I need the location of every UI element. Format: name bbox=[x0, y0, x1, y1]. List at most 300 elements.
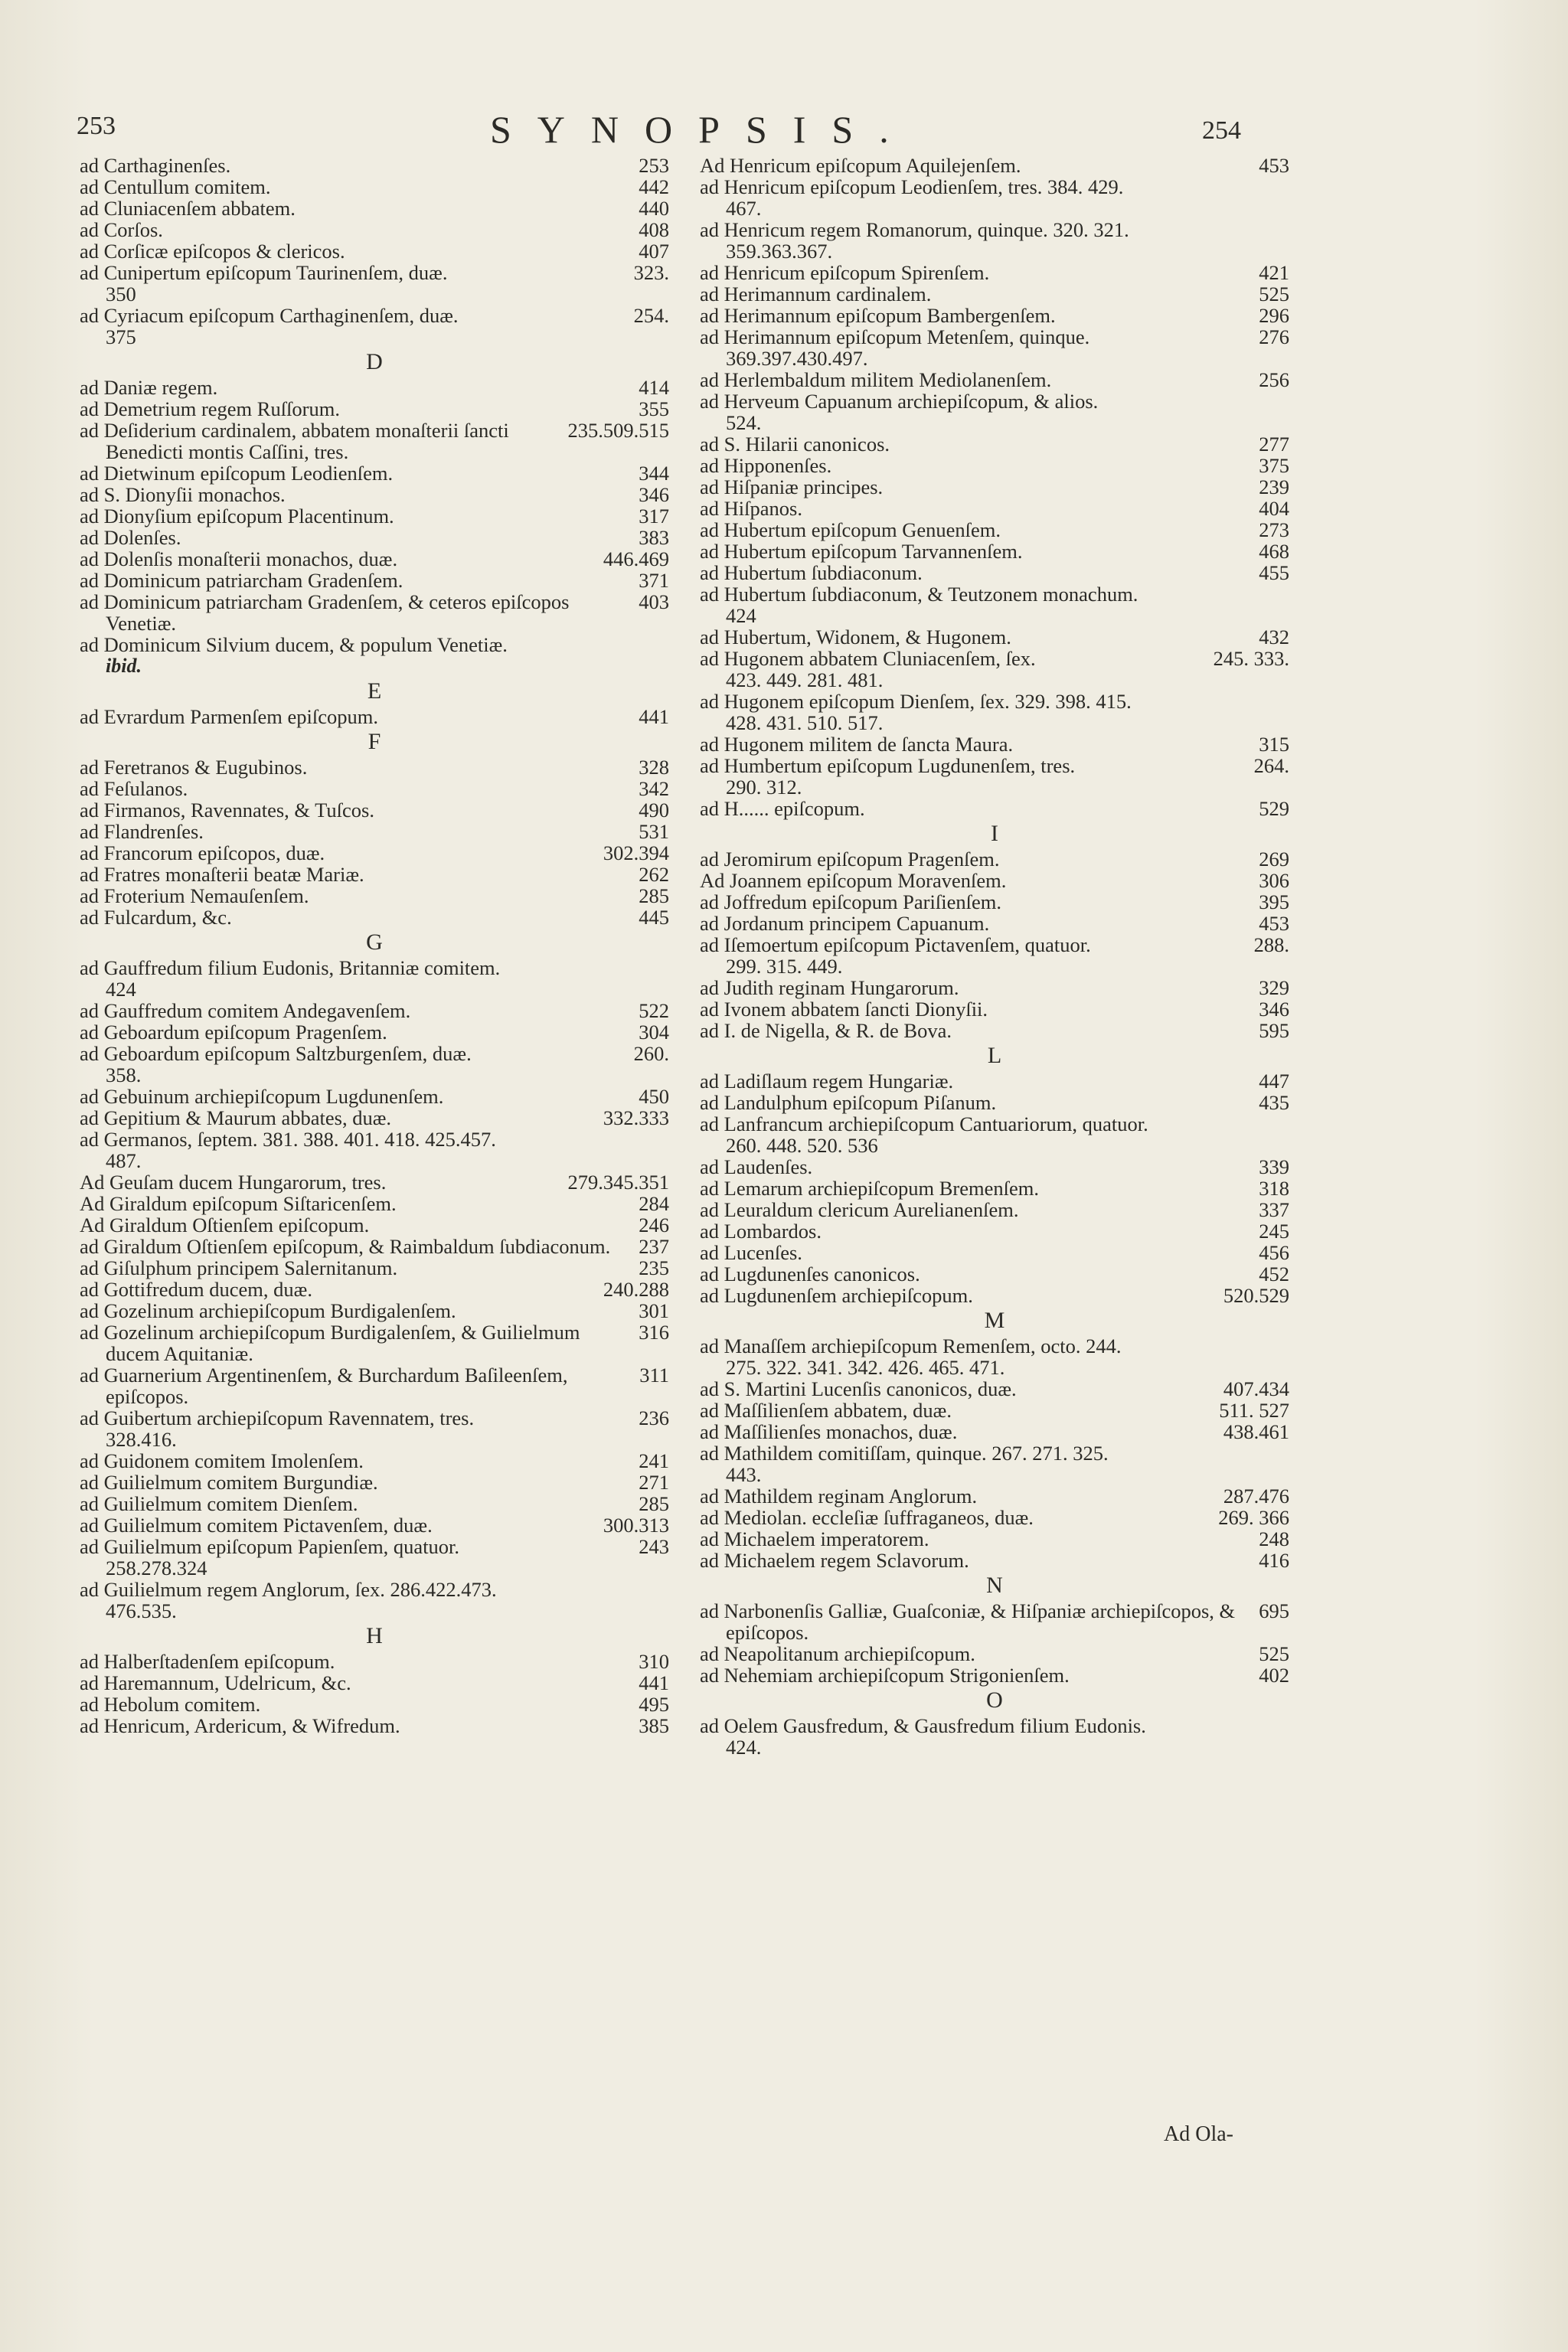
entry-text: ad Michaelem regem Sclavorum. bbox=[700, 1549, 969, 1572]
index-entry bbox=[80, 1651, 669, 1672]
entry-text: ad Jeromirum epiſcopum Pragenſem. bbox=[700, 848, 1000, 871]
entry-pages: 525 bbox=[1259, 283, 1289, 305]
index-entry bbox=[80, 1536, 669, 1579]
entry-text: ad Guilielmum regem Anglorum, ſex. 286.422.473. bbox=[80, 1578, 497, 1601]
entry-text: ad Hugonem epiſcopum Dienſem, ſex. 329. 398. 415. bbox=[700, 690, 1132, 713]
entry-ibid: ibid. bbox=[106, 655, 142, 677]
index-entry bbox=[700, 562, 1289, 583]
entry-pages: 595 bbox=[1259, 1019, 1289, 1042]
entry-pages: 453 bbox=[1259, 154, 1289, 177]
entry-text: ad Gauffredum comitem Andegavenſem. bbox=[80, 999, 411, 1022]
entry-pages: 316 bbox=[639, 1321, 669, 1344]
index-entry bbox=[80, 484, 669, 505]
entry-pages: 237 bbox=[639, 1235, 669, 1258]
index-entry bbox=[80, 885, 669, 906]
index-entry bbox=[80, 957, 669, 1000]
index-entry bbox=[700, 583, 1289, 626]
entry-text: ad Geboardum epiſcopum Pragenſem. bbox=[80, 1021, 387, 1044]
entry-text: ad Lombardos. bbox=[700, 1220, 822, 1243]
entry-text: ad Evrardum Parmenſem epiſcopum. bbox=[80, 705, 379, 728]
entry-text: ad Iſemoertum epiſcopum Pictavenſem, quatuor. bbox=[700, 933, 1091, 956]
entry-pages-continued: 258.278.324 bbox=[106, 1557, 207, 1579]
index-entry bbox=[80, 591, 669, 634]
entry-text: ad S. Martini Lucenſis canonicos, duæ. bbox=[700, 1377, 1017, 1400]
index-entry bbox=[80, 1672, 669, 1694]
entry-pages-continued: 328.416. bbox=[106, 1428, 177, 1451]
entry-pages-continued: 487. bbox=[106, 1149, 142, 1172]
entry-pages: 245 bbox=[1259, 1220, 1289, 1243]
entry-text: ad Hugonem militem de ſancta Maura. bbox=[700, 733, 1014, 756]
entry-pages: 455 bbox=[1259, 561, 1289, 584]
entry-pages: 531 bbox=[639, 820, 669, 843]
entry-pages: 269 bbox=[1259, 848, 1289, 871]
index-entry bbox=[700, 262, 1289, 283]
entry-text: ad Gozelinum archiepiſcopum Burdigalenſem, & Guilielmum ducem Aquitaniæ. bbox=[80, 1321, 580, 1365]
entry-pages: 695 bbox=[1259, 1599, 1289, 1622]
entry-pages: 296 bbox=[1259, 304, 1289, 327]
index-entry bbox=[80, 219, 669, 240]
entry-text: ad Lemarum archiepiſcopum Bremenſem. bbox=[700, 1177, 1039, 1200]
index-entry bbox=[700, 1421, 1289, 1442]
entry-pages: 416 bbox=[1259, 1549, 1289, 1572]
index-entry bbox=[700, 1070, 1289, 1092]
entry-pages: 375 bbox=[1259, 454, 1289, 477]
entry-pages: 235 bbox=[639, 1256, 669, 1279]
entry-pages: 273 bbox=[1259, 518, 1289, 541]
section-letter: G bbox=[366, 929, 383, 955]
entry-text: Ad Henricum epiſcopum Aquilejenſem. bbox=[700, 154, 1021, 177]
entry-text: ad Judith reginam Hungarorum. bbox=[700, 976, 959, 999]
index-entry bbox=[80, 198, 669, 219]
entry-text: ad Laudenſes. bbox=[700, 1155, 813, 1178]
section-letter: D bbox=[366, 349, 383, 374]
entry-pages: 339 bbox=[1259, 1155, 1289, 1178]
entry-pages: 277 bbox=[1259, 433, 1289, 456]
index-entry bbox=[80, 842, 669, 864]
entry-pages: 284 bbox=[639, 1192, 669, 1215]
section-letter: M bbox=[984, 1308, 1005, 1333]
entry-text: ad Firmanos, Ravennates, & Tuſcos. bbox=[80, 799, 374, 822]
entry-pages-continued: 424. bbox=[726, 1736, 762, 1759]
entry-pages: 355 bbox=[639, 397, 669, 420]
entry-pages: 310 bbox=[639, 1650, 669, 1673]
entry-text: ad Giraldum Oſtienſem epiſcopum, & Raimbaldum ſubdiaconum. bbox=[80, 1235, 611, 1258]
entry-text: ad Herimannum epiſcopum Bambergenſem. bbox=[700, 304, 1056, 327]
entry-pages: 337 bbox=[1259, 1198, 1289, 1221]
entry-pages-continued: 299. 315. 449. bbox=[726, 955, 843, 978]
index-entry bbox=[80, 1129, 669, 1171]
entry-text: ad Guilielmum comitem Burgundiæ. bbox=[80, 1471, 378, 1494]
entry-text: Ad Geuſam ducem Hungarorum, tres. bbox=[80, 1171, 387, 1194]
index-entry bbox=[80, 1514, 669, 1536]
entry-pages: 407 bbox=[639, 240, 669, 263]
index-entry bbox=[700, 305, 1289, 326]
index-entry bbox=[80, 1107, 669, 1129]
entry-pages: 414 bbox=[639, 376, 669, 399]
entry-text: ad Hubertum epiſcopum Genuenſem. bbox=[700, 518, 1001, 541]
entry-text: ad Guibertum archiepiſcopum Ravennatem, tres. bbox=[80, 1406, 475, 1429]
section-letter: I bbox=[991, 821, 998, 846]
index-entry bbox=[80, 1214, 669, 1236]
index-entry bbox=[700, 519, 1289, 541]
entry-text: ad Feretranos & Eugubinos. bbox=[80, 756, 308, 779]
entry-pages: 254. bbox=[633, 304, 669, 327]
entry-pages: 490 bbox=[639, 799, 669, 822]
index-entry bbox=[700, 1335, 1289, 1378]
entry-text: ad Hubertum ſubdiaconum, & Teutzonem monachum. bbox=[700, 583, 1138, 606]
entry-text: ad Cunipertum epiſcopum Taurinenſem, duæ. bbox=[80, 261, 448, 284]
index-entry bbox=[700, 390, 1289, 433]
entry-pages: 256 bbox=[1259, 368, 1289, 391]
index-entry bbox=[700, 1092, 1289, 1113]
entry-text: ad Cluniacenſem abbatem. bbox=[80, 197, 296, 220]
index-entry bbox=[700, 369, 1289, 390]
entry-pages: 446.469 bbox=[603, 547, 669, 570]
entry-pages: 371 bbox=[639, 569, 669, 592]
entry-text: ad Michaelem imperatorem. bbox=[700, 1527, 929, 1550]
entry-text: ad Giſulphum principem Salernitanum. bbox=[80, 1256, 398, 1279]
entry-pages: 407.434 bbox=[1223, 1377, 1289, 1400]
entry-text: ad Hugonem abbatem Cluniacenſem, ſex. bbox=[700, 647, 1036, 670]
entry-text: Ad Giraldum Oſtienſem epiſcopum. bbox=[80, 1214, 370, 1236]
entry-pages-continued: 423. 449. 281. 481. bbox=[726, 668, 884, 691]
index-entry bbox=[80, 1279, 669, 1300]
index-entry bbox=[80, 1407, 669, 1450]
entry-text: ad Henricum, Ardericum, & Wifredum. bbox=[80, 1714, 400, 1737]
entry-text: ad Gozelinum archiepiſcopum Burdigalenſem. bbox=[80, 1299, 456, 1322]
index-entry bbox=[80, 756, 669, 778]
entry-pages: 264. bbox=[1253, 754, 1289, 777]
entry-pages: 288. bbox=[1253, 933, 1289, 956]
index-entry bbox=[80, 821, 669, 842]
section-letter: O bbox=[986, 1687, 1003, 1713]
entry-text: ad Nehemiam archiepiſcopum Strigonienſem. bbox=[700, 1664, 1070, 1687]
index-entry bbox=[700, 1600, 1289, 1643]
entry-pages: 447 bbox=[1259, 1070, 1289, 1093]
page-number-left: 253 bbox=[77, 112, 116, 140]
entry-pages: 468 bbox=[1259, 540, 1289, 563]
index-entry bbox=[700, 219, 1289, 262]
entry-text: ad I. de Nigella, & R. de Bova. bbox=[700, 1019, 952, 1042]
entry-pages: 511. 527 bbox=[1219, 1399, 1289, 1422]
entry-text: ad Hiſpanos. bbox=[700, 497, 802, 520]
entry-text: ad Hubertum ſubdiaconum. bbox=[700, 561, 923, 584]
index-entry bbox=[700, 913, 1289, 934]
index-entry bbox=[700, 1156, 1289, 1178]
index-entry bbox=[700, 648, 1289, 691]
entry-text: ad Joffredum epiſcopum Pariſienſem. bbox=[700, 890, 1001, 913]
index-entry bbox=[700, 1643, 1289, 1664]
entry-pages: 385 bbox=[639, 1714, 669, 1737]
entry-pages: 285 bbox=[639, 884, 669, 907]
entry-pages: 452 bbox=[1259, 1263, 1289, 1285]
entry-text: ad Gottifredum ducem, duæ. bbox=[80, 1278, 312, 1301]
entry-text: ad S. Hilarii canonicos. bbox=[700, 433, 890, 456]
entry-text: ad Demetrium regem Ruſſorum. bbox=[80, 397, 340, 420]
index-entry bbox=[700, 798, 1289, 819]
entry-pages: 328 bbox=[639, 756, 669, 779]
right-column bbox=[700, 155, 1289, 1758]
entry-text: ad Fulcardum, &c. bbox=[80, 906, 232, 929]
index-entry bbox=[700, 1285, 1289, 1306]
entry-pages: 262 bbox=[639, 863, 669, 886]
entry-pages: 304 bbox=[639, 1021, 669, 1044]
index-entry bbox=[700, 1550, 1289, 1571]
entry-pages-continued: 369.397.430.497. bbox=[726, 347, 868, 370]
entry-pages: 529 bbox=[1259, 797, 1289, 820]
entry-text: ad Guilielmum comitem Pictavenſem, duæ. bbox=[80, 1514, 433, 1537]
index-entry bbox=[700, 934, 1289, 977]
entry-pages: 246 bbox=[639, 1214, 669, 1236]
entry-pages: 395 bbox=[1259, 890, 1289, 913]
index-entry bbox=[80, 1236, 669, 1257]
index-entry bbox=[80, 240, 669, 262]
entry-pages: 442 bbox=[639, 175, 669, 198]
entry-pages: 383 bbox=[639, 526, 669, 549]
entry-text: ad Neapolitanum archiepiſcopum. bbox=[700, 1642, 975, 1665]
entry-text: ad Manaſſem archiepiſcopum Remenſem, octo. 244. bbox=[700, 1334, 1122, 1357]
entry-text: ad Jordanum principem Capuanum. bbox=[700, 912, 990, 935]
entry-text: ad Gauffredum filium Eudonis, Britanniæ comitem. bbox=[80, 956, 501, 979]
entry-pages: 240.288 bbox=[603, 1278, 669, 1301]
index-entry bbox=[80, 262, 669, 305]
entry-text: ad Dolenſis monaſterii monachos, duæ. bbox=[80, 547, 398, 570]
entry-pages: 432 bbox=[1259, 626, 1289, 648]
index-entry bbox=[80, 462, 669, 484]
index-entry bbox=[700, 733, 1289, 755]
section-letter: F bbox=[368, 729, 381, 754]
index-entry bbox=[80, 1364, 669, 1407]
entry-text: ad Maſſilienſes monachos, duæ. bbox=[700, 1420, 958, 1443]
index-entry bbox=[700, 1485, 1289, 1507]
entry-text: ad Oelem Gausfredum, & Gausfredum filium Eudonis. bbox=[700, 1714, 1146, 1737]
entry-pages: 285 bbox=[639, 1492, 669, 1515]
entry-pages: 236 bbox=[639, 1406, 669, 1429]
index-entry bbox=[80, 1086, 669, 1107]
index-entry bbox=[80, 548, 669, 570]
index-entry bbox=[700, 1220, 1289, 1242]
index-entry bbox=[80, 1171, 669, 1193]
section-letter: L bbox=[987, 1043, 1002, 1068]
entry-text: ad Dominicum patriarcham Gradenſem. bbox=[80, 569, 403, 592]
index-entry bbox=[80, 1043, 669, 1086]
index-entry bbox=[700, 1378, 1289, 1400]
entry-text: ad Hiſpaniæ principes. bbox=[700, 475, 884, 498]
entry-text: ad Hipponenſes. bbox=[700, 454, 832, 477]
catchword: Ad Ola- bbox=[1164, 2122, 1233, 2146]
entry-text: ad Leuraldum clericum Aurelianenſem. bbox=[700, 1198, 1019, 1221]
index-entry bbox=[700, 498, 1289, 519]
entry-pages-continued: 350 bbox=[106, 283, 136, 305]
entry-pages: 301 bbox=[639, 1299, 669, 1322]
entry-pages: 453 bbox=[1259, 912, 1289, 935]
index-entry bbox=[700, 455, 1289, 476]
entry-text: ad Ladiſlaum regem Hungariæ. bbox=[700, 1070, 954, 1093]
index-entry bbox=[700, 326, 1289, 369]
entry-text: ad Daniæ regem. bbox=[80, 376, 218, 399]
index-entry bbox=[700, 1528, 1289, 1550]
entry-text: ad Mathildem comitiſſam, quinque. 267. 271. 325. bbox=[700, 1442, 1109, 1465]
entry-text: ad Lugdunenſes canonicos. bbox=[700, 1263, 920, 1285]
entry-pages: 346 bbox=[1259, 998, 1289, 1021]
entry-text: ad Dominicum patriarcham Gradenſem, & ceteros epiſcopos Venetiæ. bbox=[80, 590, 570, 635]
entry-text: ad S. Dionyſii monachos. bbox=[80, 483, 286, 506]
entry-text: ad Humbertum epiſcopum Lugdunenſem, tres. bbox=[700, 754, 1076, 777]
entry-pages: 276 bbox=[1259, 325, 1289, 348]
index-entry bbox=[80, 570, 669, 591]
entry-pages-continued: 476.535. bbox=[106, 1599, 177, 1622]
entry-pages-continued: 428. 431. 510. 517. bbox=[726, 711, 884, 734]
section-letter: N bbox=[986, 1573, 1003, 1598]
index-entry bbox=[80, 398, 669, 420]
entry-text: ad Dietwinum epiſcopum Leodienſem. bbox=[80, 462, 394, 485]
index-entry bbox=[80, 1321, 669, 1364]
index-entry bbox=[80, 864, 669, 885]
entry-pages: 245. 333. bbox=[1213, 647, 1289, 670]
index-entry bbox=[700, 848, 1289, 870]
index-entry bbox=[700, 1715, 1289, 1758]
entry-pages-continued: 359.363.367. bbox=[726, 240, 833, 263]
entry-text: ad Froterium Nemauſenſem. bbox=[80, 884, 309, 907]
entry-text: ad Feſulanos. bbox=[80, 777, 188, 800]
entry-pages: 306 bbox=[1259, 869, 1289, 892]
entry-pages: 342 bbox=[639, 777, 669, 800]
entry-text: ad H...... epiſcopum. bbox=[700, 797, 865, 820]
entry-pages: 435 bbox=[1259, 1091, 1289, 1114]
entry-pages: 456 bbox=[1259, 1241, 1289, 1264]
index-entry bbox=[80, 155, 669, 176]
entry-text: ad Herimannum cardinalem. bbox=[700, 283, 932, 305]
entry-pages: 522 bbox=[639, 999, 669, 1022]
index-entry bbox=[80, 305, 669, 348]
entry-pages-continued: 290. 312. bbox=[726, 776, 802, 799]
entry-pages: 269. 366 bbox=[1218, 1506, 1289, 1529]
entry-text: ad Henricum epiſcopum Leodienſem, tres. 384. 429. bbox=[700, 175, 1124, 198]
entry-text: ad Guidonem comitem Imolenſem. bbox=[80, 1449, 364, 1472]
entry-text: ad Herimannum epiſcopum Metenſem, quinque. bbox=[700, 325, 1090, 348]
entry-text: ad Hubertum epiſcopum Tarvannenſem. bbox=[700, 540, 1023, 563]
entry-pages: 408 bbox=[639, 218, 669, 241]
index-entry bbox=[700, 433, 1289, 455]
index-entry bbox=[80, 778, 669, 799]
entry-pages: 440 bbox=[639, 197, 669, 220]
entry-text: ad Carthaginenſes. bbox=[80, 154, 231, 177]
entry-pages: 248 bbox=[1259, 1527, 1289, 1550]
index-entry bbox=[700, 1442, 1289, 1485]
index-entry bbox=[700, 1507, 1289, 1528]
entry-pages: 403 bbox=[639, 590, 669, 613]
entry-pages: 317 bbox=[639, 505, 669, 528]
entry-text: ad Herveum Capuanum archiepiſcopum, & alios. bbox=[700, 390, 1099, 413]
page-number-right: 254 bbox=[1202, 116, 1241, 145]
index-entry bbox=[80, 1300, 669, 1321]
entry-pages: 315 bbox=[1259, 733, 1289, 756]
entry-text: ad Deſiderium cardinalem, abbatem monaſterii ſancti Benedicti montis Caſſini, tres. bbox=[80, 419, 509, 463]
entry-text: ad Corſicæ epiſcopos & clericos. bbox=[80, 240, 345, 263]
entry-pages: 332.333 bbox=[603, 1106, 669, 1129]
entry-text: ad Herlembaldum militem Mediolanenſem. bbox=[700, 368, 1052, 391]
entry-pages: 346 bbox=[639, 483, 669, 506]
entry-text: ad Halberſtadenſem epiſcopum. bbox=[80, 1650, 335, 1673]
entry-pages-continued: 524. bbox=[726, 411, 762, 434]
entry-text: ad Haremannum, Udelricum, &c. bbox=[80, 1671, 351, 1694]
entry-text: ad Centullum comitem. bbox=[80, 175, 271, 198]
entry-pages: 311 bbox=[639, 1364, 669, 1387]
index-entry bbox=[700, 1242, 1289, 1263]
entry-pages: 279.345.351 bbox=[567, 1171, 669, 1194]
entry-text: ad Gebuinum archiepiſcopum Lugdunenſem. bbox=[80, 1085, 444, 1108]
entry-text: ad Lanfrancum archiepiſcopum Cantuariorum, quatuor. bbox=[700, 1112, 1148, 1135]
index-entry bbox=[700, 755, 1289, 798]
entry-pages: 495 bbox=[639, 1693, 669, 1716]
index-entry bbox=[80, 527, 669, 548]
entry-text: ad Guilielmum comitem Dienſem. bbox=[80, 1492, 358, 1515]
entry-pages: 323. bbox=[633, 261, 669, 284]
entry-pages: 271 bbox=[639, 1471, 669, 1494]
entry-text: ad Corſos. bbox=[80, 218, 163, 241]
index-entry bbox=[700, 1178, 1289, 1199]
index-entry bbox=[700, 691, 1289, 733]
left-column bbox=[80, 155, 669, 1736]
entry-pages: 344 bbox=[639, 462, 669, 485]
index-entry bbox=[700, 870, 1289, 891]
index-entry bbox=[80, 1193, 669, 1214]
index-entry bbox=[80, 377, 669, 398]
entry-text: ad Henricum epiſcopum Spirenſem. bbox=[700, 261, 990, 284]
entry-text: ad Dominicum Silvium ducem, & populum Venetiæ. bbox=[80, 633, 508, 656]
entry-text: ad Dionyſium epiſcopum Placentinum. bbox=[80, 505, 394, 528]
index-entry bbox=[80, 634, 669, 677]
entry-text: ad Flandrenſes. bbox=[80, 820, 204, 843]
entry-pages: 441 bbox=[639, 1671, 669, 1694]
index-entry bbox=[700, 1199, 1289, 1220]
index-entry bbox=[80, 420, 669, 462]
entry-pages: 404 bbox=[1259, 497, 1289, 520]
entry-pages: 253 bbox=[639, 154, 669, 177]
entry-pages-continued: 358. bbox=[106, 1063, 142, 1086]
entry-text: ad Guarnerium Argentinenſem, & Burchardum Baſileenſem, epiſcopos. bbox=[80, 1364, 568, 1408]
entry-pages-continued: 275. 322. 341. 342. 426. 465. 471. bbox=[726, 1356, 1005, 1379]
entry-pages: 402 bbox=[1259, 1664, 1289, 1687]
entry-pages: 243 bbox=[639, 1535, 669, 1558]
entry-pages: 520.529 bbox=[1223, 1284, 1289, 1307]
index-entry bbox=[700, 1400, 1289, 1421]
entry-pages-continued: 375 bbox=[106, 325, 136, 348]
entry-text: ad Gepitium & Maurum abbates, duæ. bbox=[80, 1106, 391, 1129]
index-entry bbox=[80, 1000, 669, 1021]
index-entry bbox=[80, 505, 669, 527]
entry-text: Ad Joannem epiſcopum Moravenſem. bbox=[700, 869, 1007, 892]
entry-text: ad Maſſilienſem abbatem, duæ. bbox=[700, 1399, 952, 1422]
index-entry bbox=[80, 1472, 669, 1493]
entry-text: ad Cyriacum epiſcopum Carthaginenſem, duæ. bbox=[80, 304, 459, 327]
index-entry bbox=[80, 1579, 669, 1622]
entry-text: ad Geboardum epiſcopum Saltzburgenſem, duæ. bbox=[80, 1042, 472, 1065]
entry-pages-continued: 424 bbox=[726, 604, 756, 627]
entry-text: ad Mediolan. eccleſiæ ſuffraganeos, duæ. bbox=[700, 1506, 1034, 1529]
index-entry bbox=[700, 891, 1289, 913]
index-entry bbox=[80, 1021, 669, 1043]
entry-text: ad Narbonenſis Galliæ, Guaſconiæ, & Hiſpaniæ archiepiſcopos, & epiſcopos. bbox=[700, 1599, 1236, 1644]
entry-pages-continued: 467. bbox=[726, 197, 762, 220]
index-entry bbox=[700, 1263, 1289, 1285]
entry-pages-continued: 424 bbox=[106, 978, 136, 1001]
entry-text: ad Lugdunenſem archiepiſcopum. bbox=[700, 1284, 973, 1307]
index-entry bbox=[80, 1694, 669, 1715]
index-entry bbox=[80, 799, 669, 821]
entry-pages: 438.461 bbox=[1223, 1420, 1289, 1443]
index-entry bbox=[700, 176, 1289, 219]
